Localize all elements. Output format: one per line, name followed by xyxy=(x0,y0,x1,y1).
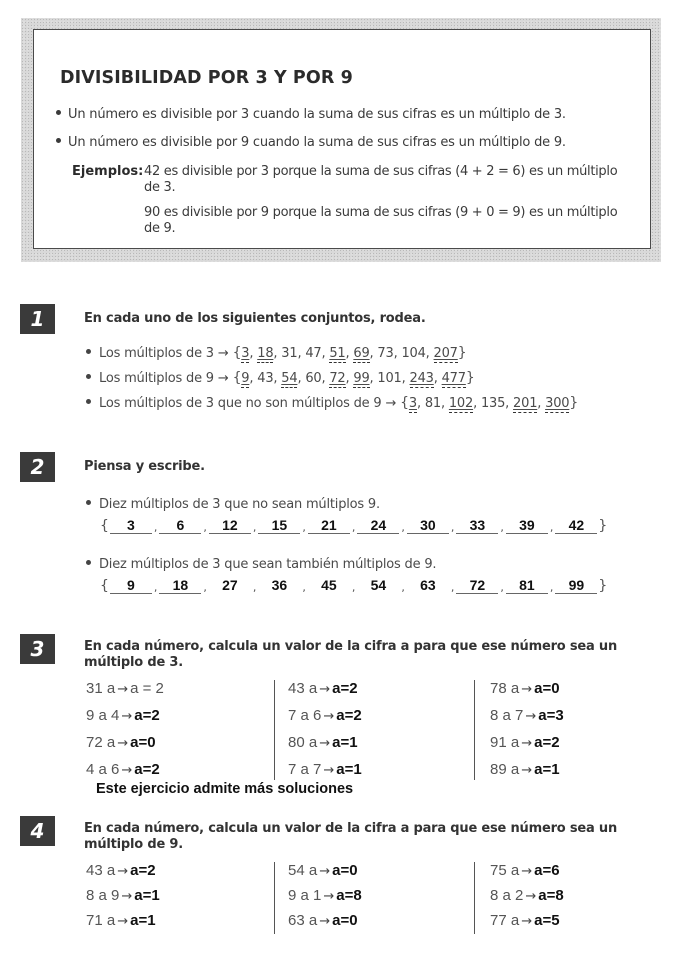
answer-cell xyxy=(288,734,358,751)
answer-blank[interactable]: 24 xyxy=(357,518,399,534)
comma: , xyxy=(302,521,306,534)
bullet-icon xyxy=(86,500,91,505)
answer-value[interactable]: a=1 xyxy=(336,761,362,778)
comma: , xyxy=(153,521,158,534)
circled-value[interactable]: 54 xyxy=(281,371,298,386)
comma: , xyxy=(425,346,434,361)
number-prompt: 54 a xyxy=(288,862,318,879)
answer-blank[interactable]: 21 xyxy=(308,518,350,534)
answer-value[interactable]: a=2 xyxy=(534,734,560,751)
circled-value[interactable]: 72 xyxy=(329,371,346,386)
number-prompt: 9 a 1 xyxy=(288,887,322,904)
exercise-2-title: Piensa y escribe. xyxy=(84,459,205,474)
answer-cell xyxy=(86,707,160,724)
arrow-icon: → xyxy=(319,864,331,879)
answer-blank[interactable]: 12 xyxy=(209,518,251,534)
set-value[interactable]: 101 xyxy=(377,371,402,386)
brace-close: } xyxy=(465,370,475,386)
number-prompt: 4 a 6 xyxy=(86,761,120,778)
arrow-icon: → xyxy=(323,763,335,778)
set-value[interactable]: 135 xyxy=(480,396,506,411)
set-line xyxy=(86,395,578,411)
brace-open: { xyxy=(232,345,242,361)
exercise-1-badge: 1 xyxy=(20,304,55,334)
comma: , xyxy=(153,581,158,594)
comma: , xyxy=(351,581,356,594)
arrow-icon: → xyxy=(217,346,229,361)
answer-value[interactable]: a=0 xyxy=(332,862,358,879)
answer-value[interactable]: a=8 xyxy=(538,887,564,904)
answer-blank[interactable]: 3 xyxy=(110,518,152,534)
answer-cell xyxy=(288,707,362,724)
answer-cell xyxy=(86,680,164,697)
arrow-icon: → xyxy=(217,371,229,386)
exercise-3-note: Este ejercicio admite más soluciones xyxy=(96,781,354,797)
exercise-2-badge: 2 xyxy=(20,452,55,482)
answer-cell xyxy=(288,912,358,929)
comma: , xyxy=(500,521,504,534)
rule-divisible-9: Un número es divisible por 9 cuando la suma de sus cifras es un múltiplo de 9. xyxy=(56,135,566,150)
number-prompt: 7 a 7 xyxy=(288,761,322,778)
comma: , xyxy=(433,371,442,386)
arrow-icon: → xyxy=(319,914,331,929)
comma: , xyxy=(401,581,405,594)
theory-frame xyxy=(21,18,661,262)
circled-value[interactable]: 18 xyxy=(257,346,274,361)
answer-blank[interactable]: 36 xyxy=(271,577,288,593)
arrow-icon: → xyxy=(121,763,133,778)
prompt-line xyxy=(86,557,436,572)
exercise-3-grid xyxy=(84,680,664,780)
example-2: 90 es divisible por 9 porque la suma de sus cifras (9 + 0 = 9) es un múltiplo de 9. xyxy=(144,205,618,236)
comma: , xyxy=(252,581,257,594)
comma: , xyxy=(345,371,354,386)
arrow-icon: → xyxy=(525,889,537,904)
arrow-icon: → xyxy=(319,682,331,697)
arrow-icon: → xyxy=(117,682,129,697)
comma: , xyxy=(401,521,405,534)
comma: , xyxy=(500,581,504,594)
bullet-icon xyxy=(86,374,91,379)
number-prompt: 7 a 6 xyxy=(288,707,322,724)
number-prompt: 78 a xyxy=(490,680,520,697)
comma: , xyxy=(297,371,306,386)
comma: , xyxy=(450,581,455,594)
arrow-icon: → xyxy=(319,736,331,751)
number-prompt: 75 a xyxy=(490,862,520,879)
arrow-icon: → xyxy=(521,682,533,697)
set-value[interactable]: 43 xyxy=(257,371,274,386)
circled-value[interactable]: 3 xyxy=(408,396,417,411)
set-value[interactable]: 31 xyxy=(281,346,298,361)
answer-cell xyxy=(490,680,560,697)
rule-divisible-3: Un número es divisible por 3 cuando la suma de sus cifras es un múltiplo de 3. xyxy=(56,107,566,122)
arrow-icon: → xyxy=(521,763,533,778)
answer-value[interactable]: a=8 xyxy=(336,887,362,904)
comma: , xyxy=(440,396,449,411)
example-1: 42 es divisible por 3 porque la suma de sus cifras (4 + 2 = 6) es un múltiplo de 3. xyxy=(144,164,618,195)
arrow-icon: → xyxy=(121,709,133,724)
answer-value[interactable]: a=1 xyxy=(130,912,156,929)
number-prompt: 72 a xyxy=(86,734,116,751)
brace-open: { xyxy=(100,518,109,534)
number-prompt: 43 a xyxy=(288,680,318,697)
answer-blank[interactable]: 33 xyxy=(456,518,498,534)
number-prompt: 80 a xyxy=(288,734,318,751)
set-label: Los múltiplos de 9 xyxy=(99,371,214,386)
answer-blank[interactable]: 15 xyxy=(258,518,300,534)
answer-value[interactable]: a = 2 xyxy=(130,680,164,697)
answer-cell xyxy=(86,887,160,904)
answer-blank[interactable]: 18 xyxy=(159,578,201,594)
set-value[interactable]: 81 xyxy=(424,396,441,411)
comma: , xyxy=(321,371,330,386)
exercise-3-badge: 3 xyxy=(20,634,55,664)
comma: , xyxy=(549,581,554,594)
number-prompt: 91 a xyxy=(490,734,520,751)
answer-value[interactable]: a=0 xyxy=(534,680,560,697)
examples-label: Ejemplos: xyxy=(72,164,144,179)
column-divider xyxy=(474,862,475,934)
circled-value[interactable]: 102 xyxy=(448,396,474,411)
prompt-label: Diez múltiplos de 3 que sean también múltiplos de 9. xyxy=(99,557,437,572)
answer-cell xyxy=(490,912,560,929)
circled-value[interactable]: 69 xyxy=(353,346,370,361)
answer-blank[interactable]: 9 xyxy=(110,578,152,594)
answer-value[interactable]: a=1 xyxy=(332,734,358,751)
comma: , xyxy=(252,521,257,534)
answer-value[interactable]: a=2 xyxy=(332,680,358,697)
brace-open: { xyxy=(400,395,409,411)
comma: , xyxy=(249,371,258,386)
circled-value[interactable]: 477 xyxy=(441,371,466,386)
comma: , xyxy=(297,346,306,361)
comma: , xyxy=(369,371,378,386)
arrow-icon: → xyxy=(385,396,397,411)
prompt-label: Diez múltiplos de 3 que no sean múltiplos 9. xyxy=(99,497,380,512)
arrow-icon: → xyxy=(121,889,133,904)
brace-close: } xyxy=(598,518,608,534)
column-divider xyxy=(274,680,275,780)
circled-value[interactable]: 3 xyxy=(241,346,250,361)
answer-cell xyxy=(288,887,362,904)
prompt-line xyxy=(86,497,380,512)
bullet-icon xyxy=(56,110,61,115)
answer-blank[interactable]: 27 xyxy=(222,577,238,593)
answer-blank[interactable]: 6 xyxy=(159,518,201,534)
comma: , xyxy=(537,396,546,411)
number-prompt: 77 a xyxy=(490,912,520,929)
answer-value[interactable]: a=1 xyxy=(534,761,560,778)
number-prompt: 63 a xyxy=(288,912,318,929)
brace-close: } xyxy=(457,345,467,361)
exercise-1-title: En cada uno de los siguientes conjuntos, rodea. xyxy=(84,311,426,326)
arrow-icon: → xyxy=(521,914,533,929)
arrow-icon: → xyxy=(117,914,129,929)
number-prompt: 89 a xyxy=(490,761,520,778)
comma: , xyxy=(273,346,282,361)
answer-cell xyxy=(490,734,560,751)
arrow-icon: → xyxy=(117,736,129,751)
circled-value[interactable]: 9 xyxy=(241,371,250,386)
answer-set xyxy=(100,578,607,594)
number-prompt: 31 a xyxy=(86,680,116,697)
comma: , xyxy=(401,371,410,386)
answer-cell xyxy=(86,862,156,879)
answer-cell xyxy=(288,862,358,879)
set-value[interactable]: 60 xyxy=(305,371,322,386)
number-prompt: 8 a 9 xyxy=(86,887,120,904)
bullet-icon xyxy=(56,138,61,143)
brace-open: { xyxy=(100,578,109,594)
brace-close: } xyxy=(569,395,579,411)
circled-value[interactable]: 300 xyxy=(545,396,570,411)
comma: , xyxy=(203,521,207,534)
answer-cell xyxy=(490,887,564,904)
answer-cell xyxy=(86,912,156,929)
comma: , xyxy=(393,346,402,361)
arrow-icon: → xyxy=(525,709,537,724)
answer-value[interactable]: a=1 xyxy=(134,887,160,904)
theory-title: DIVISIBILIDAD POR 3 Y POR 9 xyxy=(60,68,353,88)
number-prompt: 71 a xyxy=(86,912,116,929)
comma: , xyxy=(505,396,514,411)
answer-value[interactable]: a=6 xyxy=(534,862,560,879)
circled-value[interactable]: 207 xyxy=(433,346,458,361)
set-value[interactable]: 47 xyxy=(305,346,322,361)
answer-value[interactable]: a=2 xyxy=(134,761,160,778)
comma: , xyxy=(273,371,282,386)
answer-value[interactable]: a=0 xyxy=(332,912,358,929)
number-prompt: 9 a 4 xyxy=(86,707,120,724)
bullet-icon xyxy=(86,399,91,404)
answer-blank[interactable]: 42 xyxy=(555,518,597,534)
answer-cell xyxy=(490,707,564,724)
bullet-icon xyxy=(86,560,91,565)
comma: , xyxy=(473,396,481,411)
set-value[interactable]: 104 xyxy=(401,346,426,361)
comma: , xyxy=(549,521,554,534)
comma: , xyxy=(203,581,207,594)
comma: , xyxy=(321,346,330,361)
bullet-icon xyxy=(86,349,91,354)
set-value[interactable]: 73 xyxy=(377,346,394,361)
column-divider xyxy=(274,862,275,934)
answer-value[interactable]: a=2 xyxy=(336,707,362,724)
answer-value[interactable]: a=2 xyxy=(134,707,160,724)
answer-cell xyxy=(288,680,358,697)
set-line xyxy=(86,345,466,361)
answer-cell xyxy=(490,862,560,879)
comma: , xyxy=(249,346,258,361)
set-label: Los múltiplos de 3 que no son múltiplos de 9 xyxy=(99,396,382,411)
exercise-4-title: En cada número, calcula un valor de la cifra a para que ese número sea un múltiplo de 9. xyxy=(84,821,617,852)
comma: , xyxy=(450,521,455,534)
column-divider xyxy=(474,680,475,780)
arrow-icon: → xyxy=(521,864,533,879)
theory-box xyxy=(33,29,651,249)
comma: , xyxy=(369,346,378,361)
answer-cell xyxy=(288,761,362,778)
comma: , xyxy=(302,581,306,594)
arrow-icon: → xyxy=(117,864,129,879)
answer-value[interactable]: a=2 xyxy=(130,862,156,879)
set-line xyxy=(86,370,475,386)
comma: , xyxy=(416,396,425,411)
arrow-icon: → xyxy=(323,889,335,904)
number-prompt: 8 a 7 xyxy=(490,707,524,724)
number-prompt: 8 a 2 xyxy=(490,887,524,904)
circled-value[interactable]: 99 xyxy=(353,371,370,386)
answer-blank[interactable]: 99 xyxy=(555,578,597,594)
circled-value[interactable]: 51 xyxy=(329,346,346,361)
answer-set xyxy=(100,518,607,534)
brace-open: { xyxy=(232,370,242,386)
answer-blank[interactable]: 81 xyxy=(506,578,548,594)
answer-blank[interactable]: 54 xyxy=(370,577,387,593)
answer-blank[interactable]: 63 xyxy=(420,577,436,593)
circled-value[interactable]: 201 xyxy=(513,396,538,411)
circled-value[interactable]: 243 xyxy=(409,371,434,386)
answer-cell xyxy=(86,734,156,751)
comma: , xyxy=(351,521,356,534)
answer-blank[interactable]: 72 xyxy=(456,578,498,594)
arrow-icon: → xyxy=(521,736,533,751)
exercise-4-badge: 4 xyxy=(20,816,55,846)
answer-value[interactable]: a=5 xyxy=(534,912,560,929)
comma: , xyxy=(345,346,354,361)
answer-cell xyxy=(86,761,160,778)
brace-close: } xyxy=(598,578,608,594)
answer-blank[interactable]: 45 xyxy=(321,577,337,593)
exercise-3-title: En cada número, calcula un valor de la cifra a para que ese número sea un múltiplo de 3. xyxy=(84,639,617,670)
arrow-icon: → xyxy=(323,709,335,724)
answer-blank[interactable]: 39 xyxy=(506,518,548,534)
answer-value[interactable]: a=0 xyxy=(130,734,156,751)
exercise-4-grid xyxy=(84,862,664,942)
answer-cell xyxy=(490,761,560,778)
answer-value[interactable]: a=3 xyxy=(538,707,564,724)
answer-blank[interactable]: 30 xyxy=(407,518,449,534)
number-prompt: 43 a xyxy=(86,862,116,879)
set-label: Los múltiplos de 3 xyxy=(99,346,214,361)
